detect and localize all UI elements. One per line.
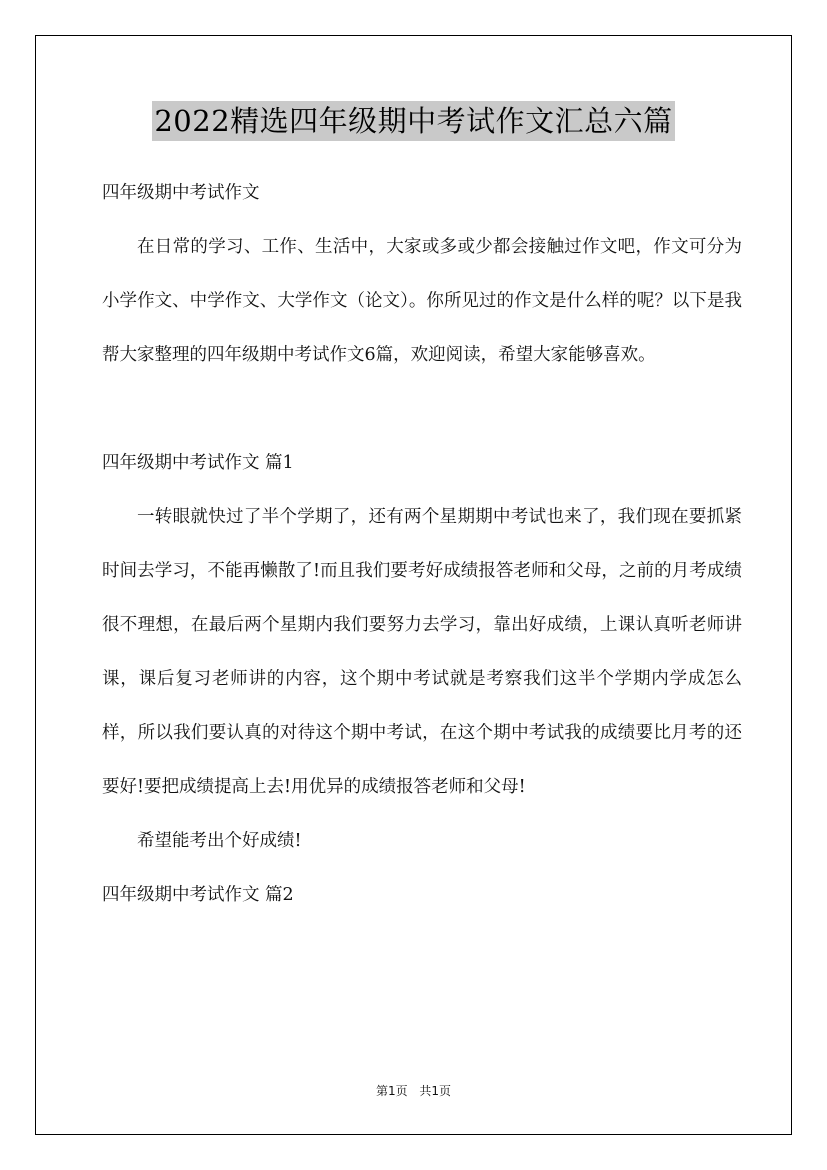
section-spacer (102, 382, 742, 436)
document-body (102, 166, 742, 922)
document-title: 2022精选四年级期中考试作文汇总六篇 (152, 101, 674, 141)
title-container (0, 101, 827, 141)
section-1-paragraph-2: 希望能考出个好成绩! (137, 831, 302, 851)
page-total: 共1页 (419, 1084, 452, 1098)
page-footer (0, 1082, 827, 1099)
section-1-paragraph-1: 一转眼就快过了半个学期了，还有两个星期期中考试也来了，我们现在要抓紧时间去学习，不能再懒散了!而且我们要考好成绩报答老师和父母，之前的月考成绩很不理想，在最后两个星期内我们要努力去学习，靠出好成绩，上课认真听老师讲课，课后复习老师讲的内容，这个期中考试就是考察我们这半个学期内学成怎么样，所以我们要认真的对待这个期中考试，在这个期中考试我的成绩要比月考的还要好!要把成绩提高上去!用优异的成绩报答老师和父母! (102, 507, 742, 797)
intro-paragraph: 在日常的学习、工作、生活中，大家或多或少都会接触过作文吧，作文可分为小学作文、中学作文、大学作文（论文）。你所见过的作文是什么样的呢？以下是我帮大家整理的四年级期中考试作文6篇，欢迎阅读，希望大家能够喜欢。 (102, 237, 742, 365)
section-heading-1: 四年级期中考试作文 篇1 (102, 453, 294, 473)
intro-heading: 四年级期中考试作文 (102, 183, 260, 203)
page-number: 第1页 (375, 1084, 408, 1098)
section-heading-2: 四年级期中考试作文 篇2 (102, 885, 294, 905)
